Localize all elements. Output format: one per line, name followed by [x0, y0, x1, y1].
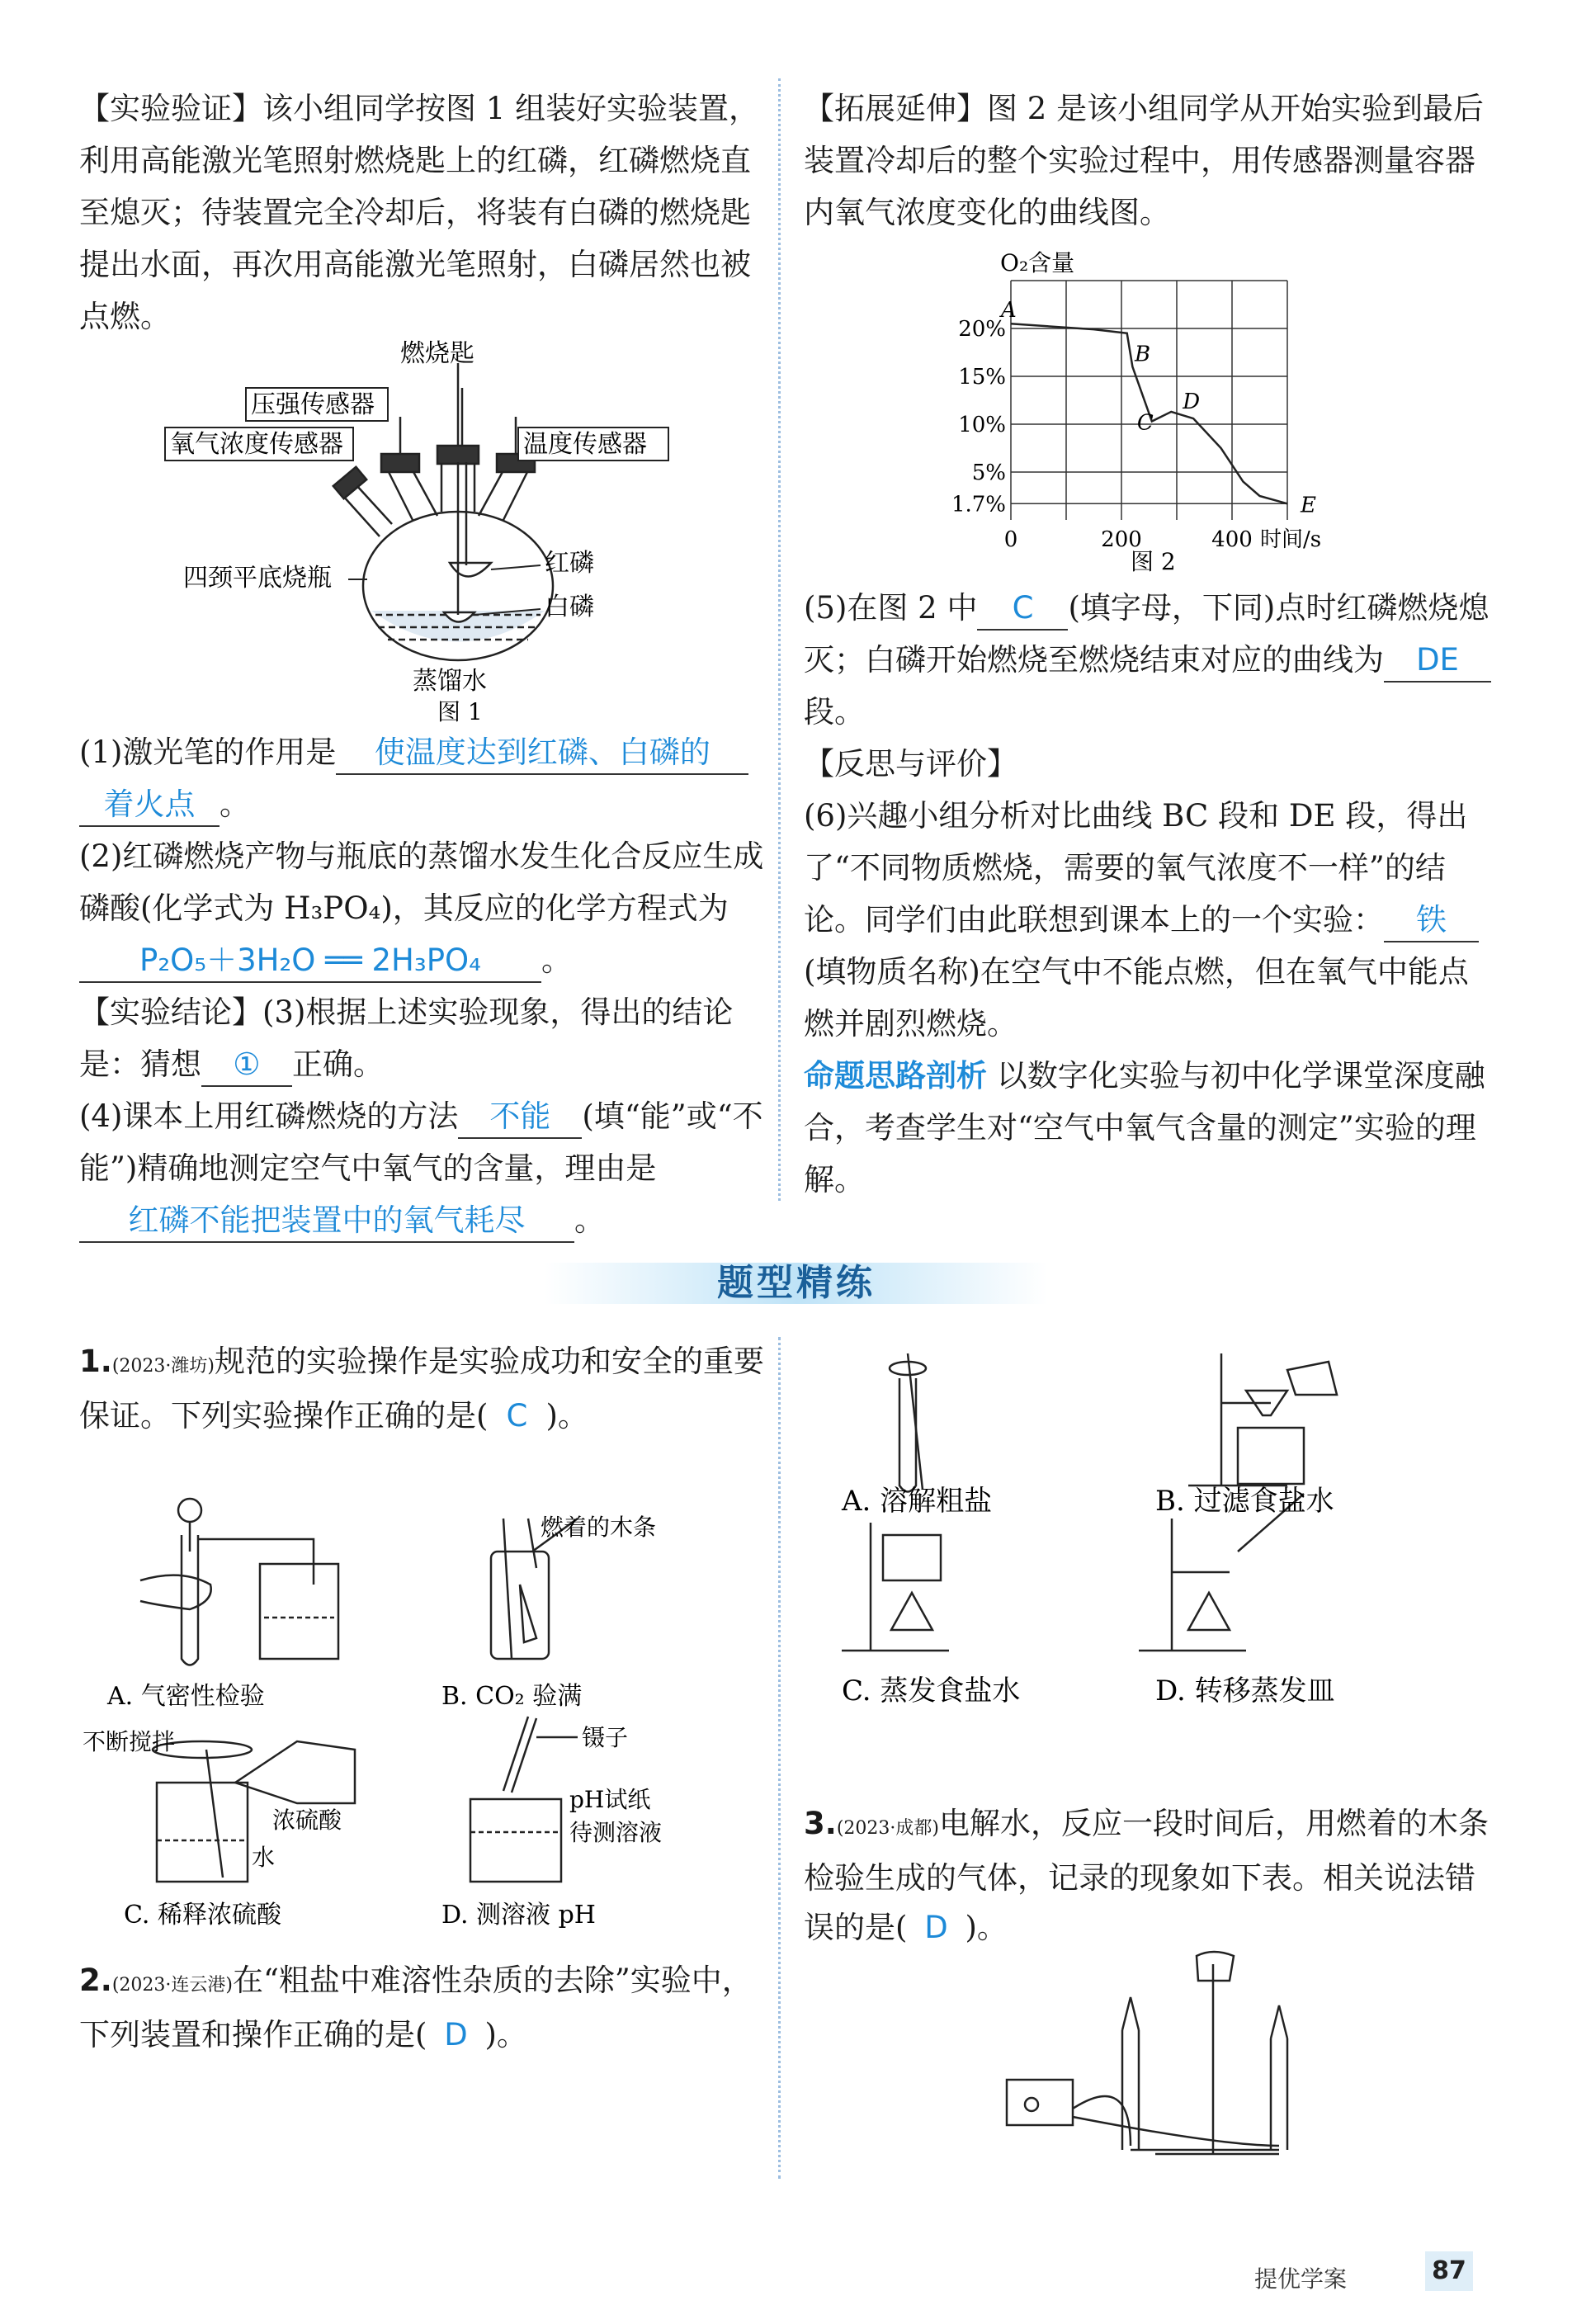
- chart-y-ticks: [951, 317, 1006, 517]
- answer-4: 不能: [458, 1096, 582, 1139]
- chart-y-label: O₂含量: [1000, 249, 1075, 276]
- label-white-phosphorus: 白磷: [545, 593, 594, 621]
- y-tick-label: 1.7%: [951, 492, 1006, 517]
- option-2d: D. 转移蒸发皿: [1155, 1675, 1335, 1708]
- answer-6: 铁: [1384, 900, 1479, 942]
- question-6: (6)兴趣小组分析对比曲线 BC 段和 DE 段，得出了“不同物质燃烧，需要的氧气浓度不一样”的结论。同学们由此联想到课本上的一个实验： 铁(填物质名称)在空气中不能点燃，但在氧气中能点燃并剧烈燃烧。: [804, 790, 1497, 1050]
- label-ph-paper: pH试纸: [569, 1786, 651, 1813]
- label-concentrated-acid: 浓硫酸: [272, 1807, 342, 1834]
- answer-3: ①: [201, 1044, 292, 1087]
- q3-electrolysis-figure: [1007, 1948, 1370, 2162]
- answer-1b: 着火点: [79, 784, 220, 827]
- verify-paragraph: [79, 83, 772, 342]
- label-distilled-water: 蒸馏水: [413, 667, 487, 696]
- answer-4-reason: 红磷不能把装置中的氧气耗尽: [79, 1200, 574, 1243]
- option-1d: D. 测溶液 pH: [441, 1901, 596, 1930]
- point-label-E: E: [1301, 493, 1316, 518]
- footer-label: 提优学案: [1254, 2265, 1348, 2293]
- option-2c: C. 蒸发食盐水: [842, 1675, 1021, 1708]
- column-divider-bottom: [778, 1337, 781, 2179]
- label-temperature-sensor: 温度传感器: [523, 430, 647, 459]
- left-questions: [79, 726, 772, 1246]
- label-tweezers: 镊子: [582, 1724, 629, 1751]
- label-oxygen-sensor: 氧气浓度传感器: [170, 430, 343, 459]
- page-number: 87: [1425, 2251, 1473, 2291]
- y-tick-label: 10%: [958, 413, 1006, 437]
- right-questions: [804, 582, 1497, 1206]
- verify-text: 该小组同学按图 1 组装好实验装置，利用高能激光笔照射燃烧匙上的红磷，红磷燃烧直至熄灭；待装置完全冷却后，将装有白磷的燃烧匙提出水面，再次用高能激光笔照射，白磷居然也被点燃。: [79, 91, 760, 334]
- answer-2: P₂O₅＋3H₂O ══ 2H₃PO₄: [79, 940, 541, 983]
- section-banner: [528, 1250, 1065, 1316]
- q1-figures: [83, 1486, 767, 1931]
- x-tick-label: 0: [1003, 527, 1018, 552]
- point-label-C: C: [1136, 410, 1154, 436]
- x-axis-label: 时间/s: [1260, 527, 1322, 552]
- question-3-conclusion: 【实验结论】(3)根据上述实验现象，得出的结论是：猜想 ① 正确。: [79, 986, 772, 1090]
- column-divider-top: [778, 78, 781, 1201]
- point-label-B: B: [1135, 342, 1151, 367]
- analysis-paragraph: 命题思路剖析 以数字化实验与初中化学课堂深度融合，考查学生对“空气中氧气含量的测定”实验的理解。: [804, 1058, 1485, 1197]
- y-tick-label: 5%: [971, 461, 1006, 485]
- option-1b: B. CO₂ 验满: [441, 1682, 583, 1711]
- figure-1-caption: 图 1: [437, 698, 483, 725]
- question-4-method: (4)课本上用红磷燃烧的方法 不能 (填“能”或“不能”)精确地测定空气中氧气的含量，理由是红磷不能把装置中的氧气耗尽 。: [79, 1090, 772, 1246]
- label-test-solution: 待测溶液: [569, 1819, 663, 1846]
- q2-figures: [825, 1345, 1485, 1791]
- analysis-heading: 命题思路剖析: [804, 1058, 987, 1094]
- option-2b: B. 过滤食盐水: [1155, 1485, 1334, 1518]
- point-label-D: D: [1183, 389, 1201, 414]
- verify-tag: 【实验验证】: [79, 91, 262, 126]
- option-2a: A. 溶解粗盐: [842, 1485, 993, 1518]
- figure-2-chart: [924, 248, 1353, 578]
- answer-5b: DE: [1384, 640, 1491, 683]
- q3-answer: D: [924, 1910, 948, 1945]
- label-water: 水: [252, 1844, 276, 1871]
- y-tick-label: 15%: [958, 365, 1006, 390]
- q2-answer: D: [444, 2017, 468, 2052]
- banner-title: 题型精练: [717, 1262, 876, 1304]
- y-tick-label: 20%: [958, 317, 1006, 342]
- label-red-phosphorus: 红磷: [545, 549, 594, 578]
- label-pressure-sensor: 压强传感器: [251, 390, 375, 419]
- label-burning-stick: 燃着的木条: [541, 1514, 657, 1541]
- label-spoon: 燃烧匙: [400, 339, 474, 368]
- question-1-laser: (1)激光笔的作用是 使温度达到红磷、白磷的 着火点 。: [79, 726, 772, 830]
- option-1c: C. 稀释浓硫酸: [124, 1901, 281, 1930]
- left-column: [79, 83, 772, 342]
- answer-1a: 使温度达到红磷、白磷的: [336, 732, 748, 775]
- q1-answer: C: [506, 1398, 528, 1434]
- point-label-A: A: [1001, 298, 1017, 324]
- question-5: (5)在图 2 中 C (填字母，下同)点时红磷燃烧熄灭；白磷开始燃烧至燃烧结束对应的曲线为 DE段。: [804, 582, 1497, 738]
- answer-5: C: [977, 588, 1068, 631]
- option-1a: A. 气密性检验: [107, 1682, 265, 1711]
- label-stir: 不断搅拌: [83, 1728, 176, 1755]
- question-block-1: 1.(2023·潍坊)规范的实验操作是实验成功和安全的重要保证。下列实验操作正确的是( C )。: [79, 1337, 772, 1441]
- question-2-equation: (2)红磷燃烧产物与瓶底的蒸馏水发生化合反应生成磷酸(化学式为 H₃PO₄)，其反应的化学方程式为P₂O₅＋3H₂O ══ 2H₃PO₄ 。: [79, 830, 772, 986]
- extend-paragraph: 【拓展延伸】图 2 是该小组同学从开始实验到最后装置冷却后的整个实验过程中，用传感器测量容器内氧气浓度变化的曲线图。: [804, 91, 1485, 230]
- x-tick-label: 200: [1101, 527, 1142, 552]
- figure-2-caption: 图 2: [1131, 548, 1176, 575]
- figure-1-apparatus: [165, 339, 710, 726]
- x-tick-label: 400: [1211, 527, 1253, 552]
- question-block-2: 2.(2023·连云港)在“粗盐中难溶性杂质的去除”实验中，下列装置和操作正确的是( D )。: [79, 1956, 772, 2060]
- chart-point-labels: [999, 298, 1316, 517]
- question-block-3: 3.(2023·成都)电解水，反应一段时间后，用燃着的木条检验生成的气体，记录的现象如下表。相关说法错误的是( D )。: [804, 1799, 1497, 1953]
- reflect-tag: 【反思与评价】: [804, 746, 1017, 782]
- label-flask: 四颈平底烧瓶: [183, 564, 332, 593]
- right-column: [804, 83, 1497, 239]
